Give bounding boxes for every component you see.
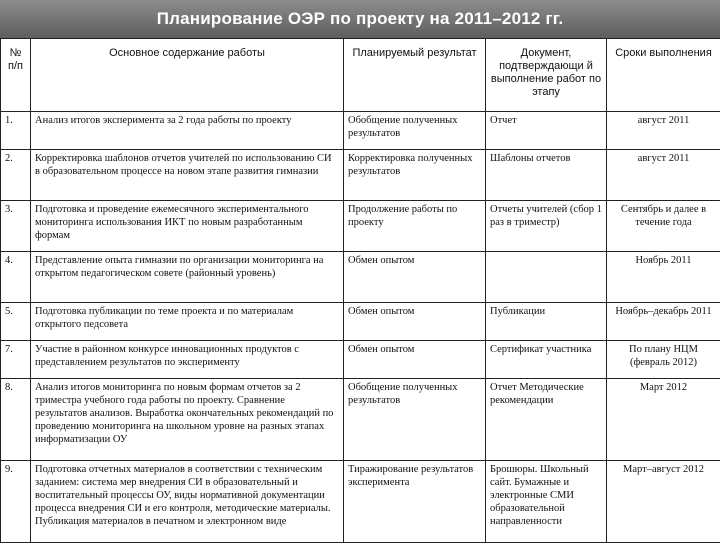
header-number: № п/п	[1, 39, 31, 112]
row-content: Участие в районном конкурсе инновационных продуктов с представлением результатов по эксперименту	[31, 341, 344, 379]
row-result: Обмен опытом	[344, 303, 486, 341]
row-content: Анализ итогов мониторинга по новым формам отчетов за 2 триместра учебного года работы по проекту. Сравнение результатов анализов. Выработка окончательных рекомендаций по проведению мониторинга на школьном уровне на разных этапах информатизации ОУ	[31, 379, 344, 461]
header-term: Сроки выполнения	[607, 39, 720, 112]
row-document: Шаблоны отчетов	[486, 150, 607, 201]
row-term: Март 2012	[607, 379, 720, 461]
title-bar	[0, 0, 720, 39]
row-term: август 2011	[607, 112, 720, 150]
row-term: Сентябрь и далее в течение года	[607, 201, 720, 252]
row-number: 4.	[1, 252, 31, 303]
table-row	[1, 201, 720, 252]
table-row	[1, 341, 720, 379]
row-content: Представление опыта гимназии по организации мониторинга на открытом педагогическом совете (районный уровень)	[31, 252, 344, 303]
row-term: август 2011	[607, 150, 720, 201]
header-result: Планируемый результат	[344, 39, 486, 112]
header-document: Документ, подтверждающи й выполнение работ по этапу	[486, 39, 607, 112]
table-row	[1, 461, 720, 543]
row-number: 5.	[1, 303, 31, 341]
table-row	[1, 112, 720, 150]
row-number: 3.	[1, 201, 31, 252]
row-term: По плану НЦМ (февраль 2012)	[607, 341, 720, 379]
table-row	[1, 150, 720, 201]
plan-table	[0, 38, 720, 543]
row-result: Продолжение работы по проекту	[344, 201, 486, 252]
row-content: Подготовка отчетных материалов в соответствии с техническим заданием: система мер внедрения СИ в образовательный и воспитательный процессы ОУ, виды нормативной документации процесса внедрения СИ и его контроля, методические материалы. Публикация материалов в печатном и электронном виде	[31, 461, 344, 543]
row-document: Отчеты учителей (сбор 1 раз в триместр)	[486, 201, 607, 252]
row-document: Отчет	[486, 112, 607, 150]
row-content: Подготовка и проведение ежемесячного экспериментального мониторинга использования ИКТ по новым разработанным формам	[31, 201, 344, 252]
table-row	[1, 303, 720, 341]
row-result: Обмен опытом	[344, 252, 486, 303]
row-result: Тиражирование результатов эксперимента	[344, 461, 486, 543]
row-result: Корректировка полученных результатов	[344, 150, 486, 201]
row-content: Корректировка шаблонов отчетов учителей по использованию СИ в образовательном процессе на новом этапе развития гимназии	[31, 150, 344, 201]
row-result: Обмен опытом	[344, 341, 486, 379]
row-term: Ноябрь–декабрь 2011	[607, 303, 720, 341]
row-number: 2.	[1, 150, 31, 201]
row-number: 8.	[1, 379, 31, 461]
row-number: 1.	[1, 112, 31, 150]
row-document: Брошюры. Школьный сайт. Бумажные и электронные СМИ образовательной направленности	[486, 461, 607, 543]
header-content: Основное содержание работы	[31, 39, 344, 112]
row-document: Сертификат участника	[486, 341, 607, 379]
table-header-row	[1, 39, 720, 112]
row-term: Март–август 2012	[607, 461, 720, 543]
row-document: Публикации	[486, 303, 607, 341]
page-title: Планирование ОЭР по проекту на 2011–2012 гг.	[0, 9, 720, 29]
row-term: Ноябрь 2011	[607, 252, 720, 303]
row-result: Обобщение полученных результатов	[344, 379, 486, 461]
row-number: 9.	[1, 461, 31, 543]
table-row	[1, 379, 720, 461]
row-document	[486, 252, 607, 303]
table-row	[1, 252, 720, 303]
row-document: Отчет Методические рекомендации	[486, 379, 607, 461]
row-result: Обобщение полученных результатов	[344, 112, 486, 150]
row-content: Подготовка публикации по теме проекта и по материалам открытого педсовета	[31, 303, 344, 341]
row-content: Анализ итогов эксперимента за 2 года работы по проекту	[31, 112, 344, 150]
row-number: 7.	[1, 341, 31, 379]
